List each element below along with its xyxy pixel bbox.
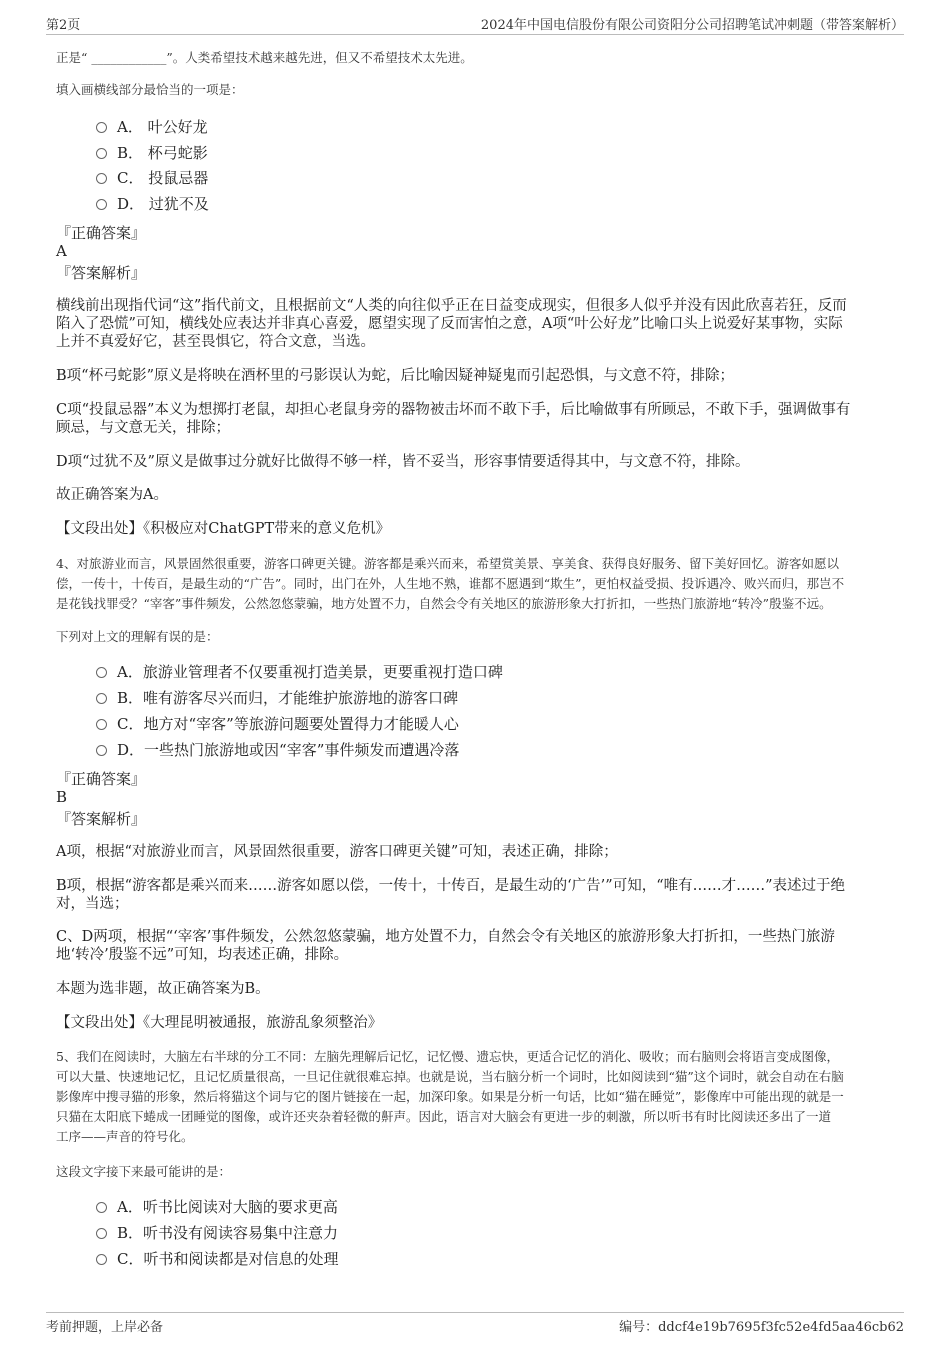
q5-option-c[interactable]: C．听书和阅读都是对信息的处理: [96, 1248, 338, 1270]
q3-option-d[interactable]: D． 过犹不及: [96, 193, 209, 215]
q3-source: 【文段出处】《积极应对ChatGPT带来的意义危机》: [56, 521, 391, 537]
q5-option-b[interactable]: B．听书没有阅读容易集中注意力: [96, 1222, 338, 1244]
radio-icon[interactable]: [96, 1228, 107, 1239]
q3-option-a[interactable]: A． 叶公好龙: [96, 116, 208, 138]
q5-prompt: 这段文字接下来最可能讲的是：: [56, 1164, 232, 1179]
document-id: 编号：ddcf4e19b7695f3fc52e4fd5aa46cb62: [619, 1320, 904, 1335]
q4-stem: 4、对旅游业而言，风景固然很重要，游客口碑更关键。游客都是乘兴而来，希望赏美景、享美食、获得良好服务、留下美好回忆。游客如愿以 偿，一传十，十传百，是最生动的“广告”。同时，出门在外，人生地不熟，谁都不愿遇到“欺生”，更怕权益受损、投诉遇冷、败兴而归，那岂不 是花钱找罪受？“宰客”事件频发，公然忽悠蒙骗，地方处置不力，自然会令有关地区的旅游形象大打折扣，一些热门旅游地“转冷”殷鉴不远。: [56, 556, 845, 611]
q3-analysis-para-4: D项“过犹不及”原义是做事过分就好比做得不够一样，皆不妥当，形容事情要适得其中，与文意不符，排除。: [56, 454, 750, 470]
q3-answer: A: [56, 242, 67, 260]
radio-icon[interactable]: [96, 122, 107, 133]
q4-analysis-para-2: B项，根据“游客都是乘兴而来……游客如愿以偿，一传十，十传百，是最生动的‘广告’”可知，“唯有……才……”表述过于绝 对，当选；: [56, 878, 846, 912]
q4-answer-label: 『正确答案』: [56, 770, 147, 788]
q3-analysis-para-1: 横线前出现指代词“这”指代前文，且根据前文“人类的向往似乎正在日益变成现实，但很多人似乎并没有因此欣喜若狂，反而 陷入了恐慌”可知，横线处应表达并非真心喜爱，愿望实现了反而害怕之意，A项“叶公好龙”比喻口头上说爱好某事物，实际 上并不真爱好它，甚至畏惧它，符合文意，当选。: [56, 298, 847, 350]
q3-analysis-label: 『答案解析』: [56, 264, 147, 282]
radio-icon[interactable]: [96, 719, 107, 730]
radio-icon[interactable]: [96, 199, 107, 210]
q4-analysis-para-4: 本题为选非题，故正确答案为B。: [56, 981, 270, 997]
q3-analysis-para-5: 故正确答案为A。: [56, 487, 168, 503]
q4-source: 【文段出处】《大理昆明被通报，旅游乱象须整治》: [56, 1015, 383, 1031]
radio-icon[interactable]: [96, 1202, 107, 1213]
q4-option-c[interactable]: C．地方对“宰客”等旅游问题要处置得力才能暖人心: [96, 713, 459, 735]
q3-analysis-para-2: B项“杯弓蛇影”原义是将映在酒杯里的弓影误认为蛇，后比喻因疑神疑鬼而引起恐惧，与文意不符，排除；: [56, 368, 734, 384]
page-header: [46, 14, 904, 35]
q4-option-b[interactable]: B．唯有游客尽兴而归，才能维护旅游地的游客口碑: [96, 687, 458, 709]
page-number: 第2页: [46, 18, 81, 33]
q5-option-a[interactable]: A．听书比阅读对大脑的要求更高: [96, 1196, 338, 1218]
q5-stem: 5、我们在阅读时，大脑左右半球的分工不同：左脑先理解后记忆，记忆慢、遗忘快，更适合记忆的消化、吸收；而右脑则会将语言变成图像， 可以大量、快速地记忆，且记忆质量很高，一旦记住就很难忘掉。也就是说，当右脑分析一个词时，比如阅读到“猫”这个词时，就会自动在右脑 影像库中搜寻猫的形象，然后将猫这个词与它的图片链接在一起，加深印象。如果是分析一句话，比如“猫在睡觉”，影像库中可能出现的就是一 只猫在太阳底下蜷成一团睡觉的图像，或许还夹杂着轻微的鼾声。因此，语言对大脑会有更进一步的刺激，所以听书有时比阅读还多出了一道 工序——声音的符号化。: [56, 1049, 844, 1144]
q3-prompt: 填入画横线部分最恰当的一项是：: [56, 82, 244, 97]
footer-slogan: 考前押题，上岸必备: [46, 1320, 164, 1335]
q4-analysis-para-3: C、D两项，根据“‘宰客’事件频发，公然忽悠蒙骗，地方处置不力，自然会令有关地区的旅游形象大打折扣，一些热门旅游 地‘转冷’殷鉴不远”可知，均表述正确，排除。: [56, 929, 835, 963]
q3-answer-label: 『正确答案』: [56, 224, 147, 242]
q4-option-d[interactable]: D．一些热门旅游地或因“宰客”事件频发而遭遇冷落: [96, 739, 459, 761]
q3-option-c[interactable]: C． 投鼠忌器: [96, 167, 208, 189]
q3-option-b[interactable]: B． 杯弓蛇影: [96, 142, 208, 164]
q4-analysis-label: 『答案解析』: [56, 810, 147, 828]
q4-analysis-para-1: A项，根据“对旅游业而言，风景固然很重要，游客口碑更关键”可知，表述正确，排除；: [56, 844, 618, 860]
q4-answer: B: [56, 788, 68, 806]
q3-analysis-para-3: C项“投鼠忌器”本义为想掷打老鼠，却担心老鼠身旁的器物被击坏而不敢下手，后比喻做事有所顾忌，不敢下手，强调做事有 顾忌，与文意无关，排除；: [56, 402, 851, 436]
page-footer: [46, 1312, 904, 1338]
q4-option-a[interactable]: A．旅游业管理者不仅要重视打造美景，更要重视打造口碑: [96, 661, 503, 683]
radio-icon[interactable]: [96, 1254, 107, 1265]
radio-icon[interactable]: [96, 667, 107, 678]
radio-icon[interactable]: [96, 148, 107, 159]
document-title: 2024年中国电信股份有限公司资阳分公司招聘笔试冲刺题（带答案解析）: [480, 18, 904, 33]
radio-icon[interactable]: [96, 693, 107, 704]
radio-icon[interactable]: [96, 745, 107, 756]
radio-icon[interactable]: [96, 173, 107, 184]
q4-prompt: 下列对上文的理解有误的是：: [56, 629, 219, 644]
q3-stem: 正是“ ____________”。人类希望技术越来越先进，但又不希望技术太先进。: [56, 50, 473, 65]
